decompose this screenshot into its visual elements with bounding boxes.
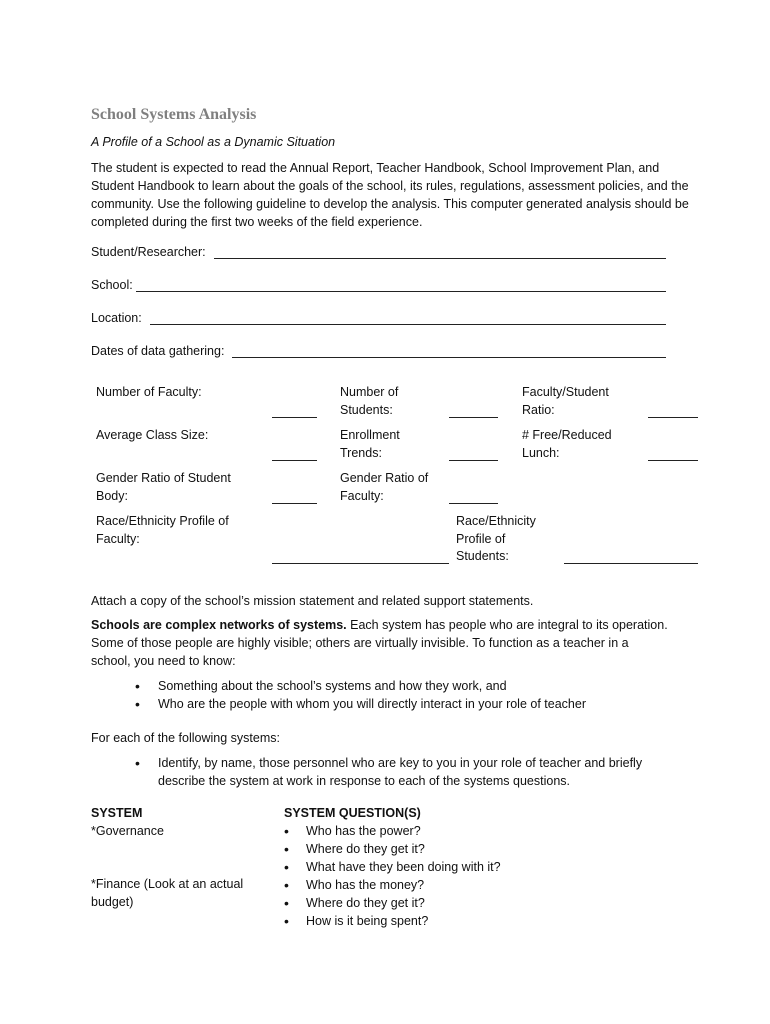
free-lunch-label: # Free/Reduced Lunch: — [522, 428, 612, 460]
gender-ratio-students-label: Gender Ratio of Student Body: — [96, 471, 231, 503]
dates-field[interactable] — [232, 357, 666, 358]
list-item: • How is it being spent? — [284, 912, 584, 930]
gender-ratio-students-field[interactable] — [272, 503, 317, 504]
race-profile-faculty-field[interactable] — [272, 563, 449, 564]
faculty-count-label: Number of Faculty: — [96, 385, 202, 399]
system-column-header: SYSTEM — [91, 806, 143, 820]
system-questions-column-header: SYSTEM QUESTION(S) — [284, 806, 421, 820]
attach-statement: Attach a copy of the school’s mission statement and related support statements. — [91, 594, 534, 608]
gender-ratio-faculty-field[interactable] — [449, 503, 498, 504]
faculty-count-field[interactable] — [272, 417, 317, 418]
system-finance: *Finance (Look at an actual budget) — [91, 877, 244, 909]
school-field[interactable] — [136, 291, 666, 292]
page-subtitle: A Profile of a School as a Dynamic Situation — [91, 135, 336, 149]
know-list — [135, 677, 695, 713]
finance-questions — [284, 876, 584, 930]
faculty-student-ratio-field[interactable] — [648, 417, 698, 418]
identify-list — [135, 754, 675, 790]
list-item: • Who has the money? — [284, 876, 584, 894]
intro-paragraph: The student is expected to read the Annual Report, Teacher Handbook, School Improvement Plan, and Student Handbook to learn about the goals of the school, its rules, regulations, assessment policies, and the community. Use the following guideline to develop the analysis. This computer generated analysis should be completed during the first two weeks of the field experience. — [91, 161, 689, 229]
gender-ratio-faculty-label: Gender Ratio of Faculty: — [340, 471, 429, 503]
student-researcher-label: Student/Researcher: — [91, 245, 206, 259]
system-governance: *Governance — [91, 824, 164, 838]
class-size-label: Average Class Size: — [96, 428, 209, 442]
student-count-label: Number of Students: — [340, 385, 399, 417]
faculty-student-ratio-label: Faculty/Student Ratio: — [522, 385, 609, 417]
location-field[interactable] — [150, 324, 666, 325]
enrollment-trends-field[interactable] — [449, 460, 498, 461]
list-item: • Who are the people with whom you will directly interact in your role of teacher — [135, 695, 695, 713]
for-each-statement: For each of the following systems: — [91, 731, 280, 745]
class-size-field[interactable] — [272, 460, 317, 461]
free-lunch-field[interactable] — [648, 460, 698, 461]
governance-questions — [284, 822, 584, 876]
list-item: • Identify, by name, those personnel who are key to you in your role of teacher and briefly describe the system at work in response to each of the systems questions. — [135, 754, 675, 790]
location-label: Location: — [91, 311, 142, 325]
race-profile-students-field[interactable] — [564, 563, 698, 564]
list-item: • Who has the power? — [284, 822, 584, 840]
list-item: • What have they been doing with it? — [284, 858, 584, 876]
systems-paragraph — [91, 616, 671, 670]
list-item: • Where do they get it? — [284, 894, 584, 912]
race-profile-students-label: Race/Ethnicity Profile of Students: — [456, 514, 536, 563]
dates-label: Dates of data gathering: — [91, 344, 225, 358]
enrollment-trends-label: Enrollment Trends: — [340, 428, 400, 460]
student-researcher-field[interactable] — [214, 258, 666, 259]
systems-lead-rest: Each system has people who are integral to its operation. Some of those people are highly visible; others are virtually invisible. To function as a teacher in a school, you need to know: — [91, 618, 668, 668]
race-profile-faculty-label: Race/Ethnicity Profile of Faculty: — [96, 514, 229, 546]
school-label: School: — [91, 278, 133, 292]
list-item: • Where do they get it? — [284, 840, 584, 858]
student-count-field[interactable] — [449, 417, 498, 418]
list-item: • Something about the school’s systems and how they work, and — [135, 677, 695, 695]
page-title: School Systems Analysis — [91, 106, 257, 123]
systems-lead-bold: Schools are complex networks of systems. — [91, 618, 347, 632]
